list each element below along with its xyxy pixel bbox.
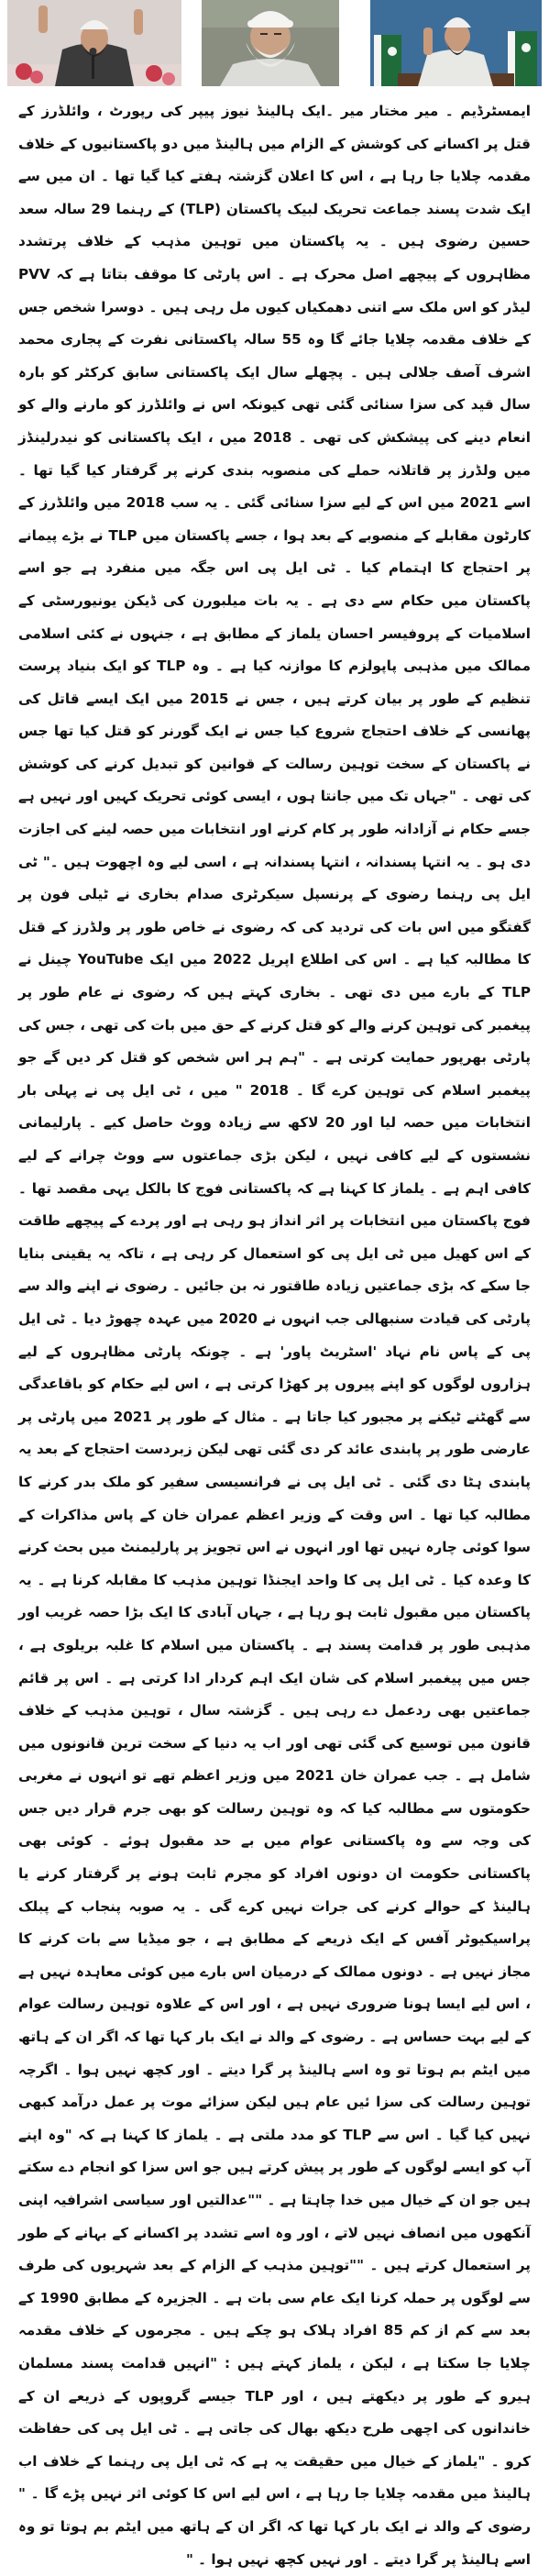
photo-speaker-with-flags <box>370 0 542 86</box>
photo-cleric-on-stage <box>7 0 181 86</box>
photo-strip <box>7 0 542 86</box>
article-body <box>18 95 532 2568</box>
photo-bearded-cleric-portrait <box>202 0 339 86</box>
article-text: ایمسٹرڈیم ۔ میر مختار میر ۔ایک ہالینڈ نیوز پیپر کی رپورٹ ، وائلڈرز کے قتل پر اکسانے کی کوشش کے الزام میں ہالینڈ میں دو پاکستانیوں کے خلاف مقدمہ چلایا جا رہا ہے ، اس کا اعلان گزشتہ ہفتے کیا گیا تھا ۔ ان میں سے ایک شدت پسند جماعت تحریک لبیک پاکستان (TLP) کے رہنما 29 سالہ سعد حسین رضوی ہیں ۔ یہ پاکستان میں توہین مذہب کے خلاف پرتشدد مظاہروں کے پیچھے اصل محرک ہے ۔ اس پارٹی کا موقف بتاتا ہے کہ PVV لیڈر کو اس ملک سے اتنی دھمکیاں کیوں مل رہی ہیں ۔ دوسرا شخص جس کے خلاف مقدمہ چلایا جائے گا وہ 55 سالہ پاکستانی نفرت کے پجاری محمد اشرف آصف جلالی ہیں ۔ پچھلے سال ایک پاکستانی سابق کرکٹر کو بارہ سال قید کی سزا سنائی گئی تھی کیونکہ اس نے وائلڈرز کو مارنے والے کو انعام دینے کی پیشکش کی تھی ۔ 2018 میں ، ایک پاکستانی کو نیدرلینڈز میں ولڈرز پر قاتلانہ حملے کی منصوبہ بندی کرنے پر گرفتار کیا گیا تھا ۔ اسے 2021 میں اس کے لیے سزا سنائی گئی ۔ یہ سب 2018 میں وائلڈرز کے کارٹون مقابلے کے منصوبے کے بعد ہوا ، جسے پاکستان میں TLP نے بڑے پیمانے پر احتجاج کا اہتمام کیا ۔ ٹی ایل پی اس جگہ میں منفرد ہے جو اسے پاکستان میں حکام سے دی ہے ۔ یہ بات میلبورن کی ڈیکن یونیورسٹی کے اسلامیات کے پروفیسر احسان یلماز کے مطابق ہے ، جنہوں نے کئی اسلامی ممالک میں مذہبی پاپولزم کا موازنہ کیا ہے ۔ وہ TLP کو ایک بنیاد پرست تنظیم کے طور پر بیان کرتے ہیں ، جس نے 2015 میں ایک ایسے قاتل کی پھانسی کے خلاف احتجاج شروع کیا جس نے ایک گورنر کو قتل کیا تھا جس نے پاکستان کے سخت توہین رسالت کے قوانین کو تبدیل کرنے کی کوشش کی تھی ۔ "جہاں تک میں جانتا ہوں ، ایسی کوئی تحریک کہیں اور نہیں ہے جسے حکام نے آزادانہ طور پر کام کرنے اور انتخابات میں حصہ لینے کی اجازت دی ہو ۔ یہ انتہا پسندانہ ، انتہا پسندانہ ہے ، اسی لیے وہ اچھوت ہیں ۔" ٹی ایل پی رہنما رضوی کے پرنسپل سیکرٹری صدام بخاری نے ٹیلی فون پر گفتگو میں اس بات کی تردید کی کہ رضوی نے خاص طور پر ولڈرز کے قتل کا مطالبہ کیا ہے ۔ اس کی اطلاع اپریل 2022 میں ایک YouTube چینل نے TLP کے بارے میں دی تھی ۔ بخاری کہتے ہیں کہ رضوی نے عام طور پر پیغمبر کی توہین کرنے والے کو قتل کرنے کے حق میں بات کی تھی ، جس کی پارٹی بھرپور حمایت کرتی ہے ۔ "ہم ہر اس شخص کو قتل کر دیں گے جو پیغمبر اسلام کی توہین کرے گا ۔ 2018 " میں ، ٹی ایل پی نے پہلی بار انتخابات میں حصہ لیا اور 20 لاکھ سے زیادہ ووٹ حاصل کیے ۔ پارلیمانی نشستوں کے لیے کافی نہیں ، لیکن بڑی جماعتوں سے ووٹ چرانے کے لیے کافی اہم ہے ۔ یلماز کا کہنا ہے کہ پاکستانی فوج کا بالکل یہی مقصد تھا ۔ فوج پاکستان میں انتخابات پر اثر انداز ہو رہی ہے اور پردے کے پیچھے طاقت کے اس کھیل میں ٹی ایل پی کو استعمال کر رہی ہے ، تاکہ یہ یقینی بنایا جا سکے کہ بڑی جماعتیں زیادہ طاقتور نہ بن جائیں ۔ رضوی نے اپنے والد سے پارٹی کی قیادت سنبھالی جب انہوں نے 2020 میں عہدہ چھوڑ دیا ۔ ٹی ایل پی کے پاس نام نہاد 'اسٹریٹ پاور' ہے ۔ چونکہ پارٹی مظاہروں کے لیے ہزاروں لوگوں کو اپنے پیروں پر کھڑا کرتی ہے ، اس لیے حکام کو باقاعدگی سے گھٹنے ٹیکنے پر مجبور کیا جاتا ہے ۔ مثال کے طور پر 2021 میں پارٹی پر عارضی طور پر پابندی عائد کر دی گئی تھی لیکن زبردست احتجاج کے بعد یہ پابندی ہٹا دی گئی ۔ ٹی ایل پی نے فرانسیسی سفیر کو ملک بدر کرنے کا مطالبہ کیا تھا ۔ اس وقت کے وزیر اعظم عمران خان کے پاس مذاکرات کے سوا کوئی چارہ نہیں تھا اور انہوں نے اس تجویز پر پارلیمنٹ میں بحث کرنے کا وعدہ کیا ۔ ٹی ایل پی کا واحد ایجنڈا توہین مذہب کا مقابلہ کرنا ہے ۔ یہ پاکستان میں مقبول ثابت ہو رہا ہے ، جہاں آبادی کا ایک بڑا حصہ غریب اور مذہبی طور پر قدامت پسند ہے ۔ پاکستان میں اسلام کا غلبہ بریلوی ہے ، جس میں پیغمبر اسلام کی شان ایک اہم کردار ادا کرتی ہے ۔ اس پر قائم جماعتیں بھی ردعمل دے رہی ہیں ۔ گزشتہ سال ، توہین مذہب کے خلاف قانون میں توسیع کی گئی تھی اور اب یہ دنیا کے سخت ترین قانونوں میں شامل ہے ۔ جب عمران خان 2021 میں وزیر اعظم تھے تو انہوں نے مغربی حکومتوں سے مطالبہ کیا کہ وہ توہین رسالت کو بھی جرم قرار دیں جس کی وجہ سے وہ پاکستانی عوام میں بے حد مقبول ہوئے ۔ کوئی بھی پاکستانی حکومت ان دونوں افراد کو مجرم ثابت ہونے پر گرفتار کرنے یا ہالینڈ کے حوالے کرنے کی جرات نہیں کرے گی ۔ یہ صوبہ پنجاب کے پبلک پراسیکیوٹر آفس کے ایک ذریعے کے مطابق ہے ، جو میڈیا سے بات کرنے کا مجاز نہیں ہے ۔ دونوں ممالک کے درمیان اس بارے میں کوئی معاہدہ نہیں ہے ، اس لیے ایسا ہونا ضروری نہیں ہے ، اور اس کے علاوہ توہین رسالت عوام کے لیے بہت حساس ہے ۔ رضوی کے والد نے ایک بار کہا تھا کہ اگر ان کے ہاتھ میں ایٹم بم ہوتا تو وہ اسے ہالینڈ پر گرا دیتے ۔ اور کچھ نہیں ہوا ۔ اگرچہ توہین رسالت کی سزا ئیں عام ہیں لیکن سزائے موت پر عمل درآمد کبھی نہیں کیا گیا ۔ اس سے TLP کو مدد ملتی ہے ۔ یلماز کا کہنا ہے کہ "وہ اپنے آپ کو ایسے لوگوں کے طور پر پیش کرتے ہیں جو اس سزا کو انجام دے سکتے ہیں جو ان کے خیال میں خدا چاہتا ہے ۔ ""عدالتیں اور سیاسی اشرافیہ اپنی آنکھوں میں انصاف نہیں لاتے ، اور وہ اسے تشدد پر اکسانے کے بہانے کے طور پر استعمال کرتے ہیں ۔ ""توہین مذہب کے الزام کے بعد شہریوں کی طرف سے لوگوں پر حملہ کرنا ایک عام سی بات ہے ۔ الجزیرہ کے مطابق 1990 کے بعد سے کم از کم 85 افراد ہلاک ہو چکے ہیں ۔ مجرموں کے خلاف مقدمہ چلایا جا سکتا ہے ، لیکن ، یلماز کہتے ہیں : "انہیں قدامت پسند مسلمان ہیرو کے طور پر دیکھتے ہیں ، اور TLP جیسے گروپوں کے ذریعے ان کے خاندانوں کی اچھی طرح دیکھ بھال کی جاتی ہے ۔ ٹی ایل پی کی حفاظت کرو ۔ "یلماز کے خیال میں حقیقت یہ ہے کہ ٹی ایل پی رہنما کے خلاف اب ہالینڈ میں مقدمہ چلایا جا رہا ہے ، اس لیے اس کا کوئی اثر نہیں پڑے گا ۔ " رضوی کے والد نے ایک بار کہا تھا کہ اگر ان کے ہاتھ میں ایٹم بم ہوتا تو وہ اسے ہالینڈ پر گرا دیتے ۔ اور نہیں کچھ نہیں ہوا ۔ " <box>18 103 532 2568</box>
